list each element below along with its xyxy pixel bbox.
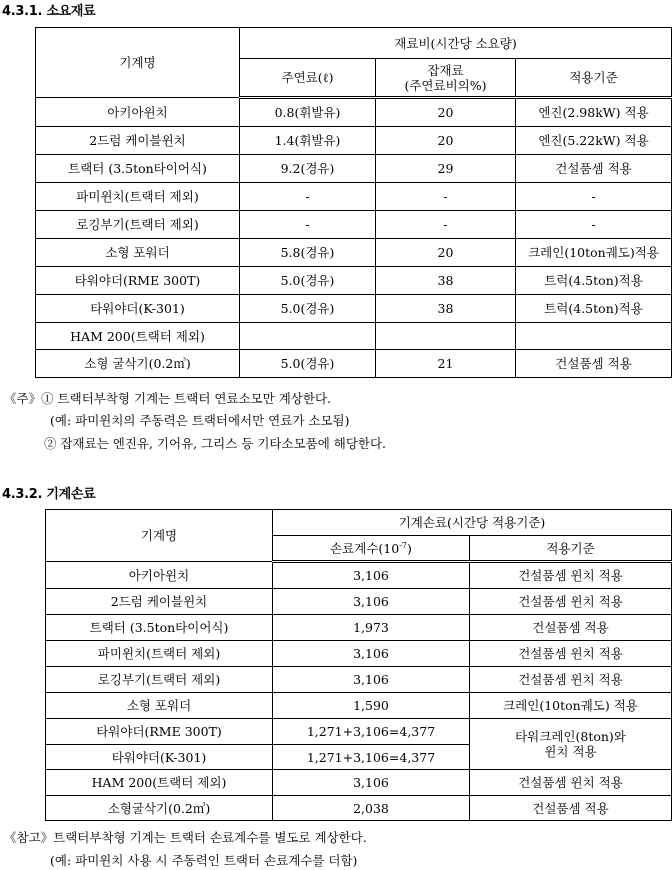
misc-material-cell: 20 [376, 98, 516, 127]
standard-cell: 크레인(10ton궤도)적용 [516, 239, 672, 267]
header-misc-material [376, 59, 516, 98]
table-row [36, 350, 672, 378]
fuel-cell: 9.2(경유) [240, 155, 376, 183]
coefficient-cell: 1,973 [273, 615, 470, 641]
coefficient-cell: 2,038 [273, 796, 470, 821]
machine-name-cell: 소형굴삭기(0.2㎥) [46, 796, 273, 821]
machine-name-cell: 2드럼 케이블윈치 [46, 589, 273, 615]
machine-name-cell: 아키아윈치 [46, 562, 273, 589]
standard-cell: - [516, 183, 672, 211]
machine-name-cell: 타워야더(RME 300T) [36, 267, 240, 295]
standard-cell: 건설품셈 적용 [516, 155, 672, 183]
misc-material-cell: 29 [376, 155, 516, 183]
machine-name-cell: 파미윈치(트랙터 제외) [36, 183, 240, 211]
machine-cost-table [45, 509, 672, 821]
fuel-cell [240, 323, 376, 350]
standard-cell: 건설품셈 윈치 적용 [470, 770, 672, 796]
misc-material-cell [376, 323, 516, 350]
note1-line2: (예: 파미윈치의 주동력은 트랙터에서만 연료가 소모됨) [50, 413, 350, 428]
note1-line1: 《주》① 트랙터부착형 기계는 트랙터 연료소모만 계상한다. [4, 391, 331, 406]
table-row [36, 267, 672, 295]
machine-name-cell: HAM 200(트랙터 제외) [46, 770, 273, 796]
table-row [36, 127, 672, 155]
coef-exponent: -7 [399, 540, 407, 550]
coefficient-cell: 1,271+3,106=4,377 [273, 745, 470, 770]
machine-name-cell: 타워야더(K-301) [46, 745, 273, 770]
table-row [46, 589, 672, 615]
machine-name-cell: 파미윈치(트랙터 제외) [46, 641, 273, 667]
misc-material-cell: - [376, 211, 516, 239]
coefficient-cell: 1,590 [273, 693, 470, 719]
table-row [46, 796, 672, 821]
misc-material-cell: 20 [376, 239, 516, 267]
fuel-cell: 1.4(휘발유) [240, 127, 376, 155]
header-standard: 적용기준 [516, 59, 672, 98]
machine-name-cell: 소형 굴삭기(0.2㎥) [36, 350, 240, 378]
fuel-cell: 0.8(휘발유) [240, 98, 376, 127]
note2-line1: 《참고》트랙터부착형 기계는 트랙터 손료계수를 별도로 계상한다. [4, 830, 367, 845]
standard-cell: 건설품셈 윈치 적용 [470, 589, 672, 615]
materials-table [35, 27, 672, 378]
table-row [46, 615, 672, 641]
merged-standard-cell [470, 719, 672, 770]
merged-standard-line2: 윈치 적용 [544, 744, 597, 759]
coefficient-cell: 3,106 [273, 562, 470, 589]
machine-name-cell: 로깅부기(트랙터 제외) [36, 211, 240, 239]
machine-name-cell: 소형 포워더 [46, 693, 273, 719]
fuel-cell: 5.0(경유) [240, 267, 376, 295]
machine-name-cell: 타워야더(K-301) [36, 295, 240, 323]
fuel-cell: 5.0(경유) [240, 295, 376, 323]
section1-title: 4.3.1. 소요재료 [2, 4, 96, 19]
header-machine-2: 기계명 [46, 510, 273, 562]
fuel-cell: - [240, 183, 376, 211]
standard-cell: 엔진(5.22kW) 적용 [516, 127, 672, 155]
note1-line3: ② 잡재료는 엔진유, 기어유, 그리스 등 기타소모품에 해당한다. [44, 436, 387, 451]
table-row [46, 719, 672, 745]
header-material-cost: 재료비(시간당 소요량) [240, 28, 672, 59]
machine-name-cell: HAM 200(트랙터 제외) [36, 323, 240, 350]
header-machine-cost: 기계손료(시간당 적용기준) [273, 510, 672, 536]
table-row [36, 295, 672, 323]
table-row [46, 667, 672, 693]
header-machine: 기계명 [36, 28, 240, 98]
table-row [46, 562, 672, 589]
coefficient-cell: 3,106 [273, 641, 470, 667]
standard-cell: 건설품셈 적용 [470, 615, 672, 641]
table-row [46, 693, 672, 719]
coefficient-cell: 3,106 [273, 589, 470, 615]
standard-cell: 엔진(2.98kW) 적용 [516, 98, 672, 127]
standard-cell: 크레인(10ton궤도) 적용 [470, 693, 672, 719]
machine-name-cell: 타워야더(RME 300T) [46, 719, 273, 745]
header-misc-line2: (주연료비의%) [404, 77, 487, 93]
machine-name-cell: 2드럼 케이블윈치 [36, 127, 240, 155]
table-row [36, 323, 672, 350]
table-row [46, 770, 672, 796]
coefficient-cell: 3,106 [273, 667, 470, 693]
coef-label: 손료계수(10 [330, 540, 400, 556]
table-row [36, 98, 672, 127]
misc-material-cell: 38 [376, 295, 516, 323]
machine-name-cell: 아키아윈치 [36, 98, 240, 127]
table-row [36, 155, 672, 183]
table-row [36, 211, 672, 239]
machine-name-cell: 트랙터 (3.5ton타이어식) [36, 155, 240, 183]
header-coefficient [273, 536, 470, 562]
fuel-cell: 5.8(경유) [240, 239, 376, 267]
coefficient-cell: 3,106 [273, 770, 470, 796]
standard-cell: 건설품셈 적용 [470, 796, 672, 821]
coef-close: ) [407, 540, 412, 556]
misc-material-cell: 38 [376, 267, 516, 295]
table-row [36, 183, 672, 211]
machine-name-cell: 트랙터 (3.5ton타이어식) [46, 615, 273, 641]
misc-material-cell: - [376, 183, 516, 211]
misc-material-cell: 21 [376, 350, 516, 378]
section2-title: 4.3.2. 기계손료 [2, 487, 96, 502]
standard-cell: 건설품셈 윈치 적용 [470, 641, 672, 667]
standard-cell: 건설품셈 윈치 적용 [470, 667, 672, 693]
machine-name-cell: 로깅부기(트랙터 제외) [46, 667, 273, 693]
coefficient-cell: 1,271+3,106=4,377 [273, 719, 470, 745]
standard-cell: 트럭(4.5ton)적용 [516, 267, 672, 295]
fuel-cell: 5.0(경유) [240, 350, 376, 378]
standard-cell: 건설품셈 적용 [516, 350, 672, 378]
standard-cell: 트럭(4.5ton)적용 [516, 295, 672, 323]
header-standard-2: 적용기준 [470, 536, 672, 562]
standard-cell: - [516, 211, 672, 239]
note2-line2: (예: 파미윈치 사용 시 주동력인 트랙터 손료계수를 더함) [50, 853, 358, 868]
misc-material-cell: 20 [376, 127, 516, 155]
standard-cell: 건설품셈 윈치 적용 [470, 562, 672, 589]
merged-standard-line1: 타워크레인(8ton)와 [515, 729, 626, 744]
header-main-fuel: 주연료(ℓ) [240, 59, 376, 98]
table-row [46, 641, 672, 667]
standard-cell [516, 323, 672, 350]
header-misc-line1: 잡재료 [427, 62, 464, 78]
machine-name-cell: 소형 포워더 [36, 239, 240, 267]
table-row [36, 239, 672, 267]
fuel-cell: - [240, 211, 376, 239]
